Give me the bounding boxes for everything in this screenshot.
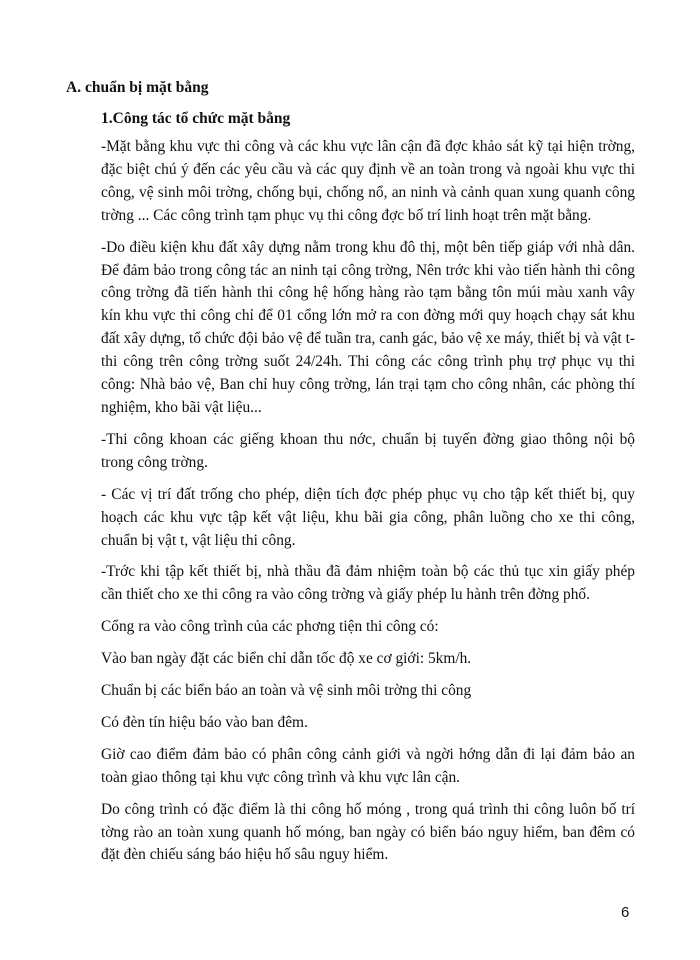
paragraph-site-survey: -Mặt bằng khu vực thi công và các khu vực lân cận đã đợc khảo sát kỹ tại hiện trờng, đặc biệt chú ý đến các yêu cầu và các quy định về an toàn trong và ngoài khu vực thi công, vệ sinh môi trờng, chống bụi, chống nổ, an ninh và cảnh quan xung quanh công trờng ... Các công trình tạm phục vụ thi công đợc bố trí linh hoạt trên mặt bằng. <box>101 138 635 224</box>
paragraph-wells-and-roads: -Thi công khoan các giếng khoan thu nớc, chuẩn bị tuyến đờng giao thông nội bộ trong công trờng. <box>101 430 635 471</box>
page-number: 6 <box>621 904 630 921</box>
paragraph-night-lights: Có đèn tín hiệu báo vào ban đêm. <box>101 713 308 731</box>
paragraph-safety-signs: Chuẩn bị các biển báo an toàn và vệ sinh môi trờng thi công <box>101 682 472 700</box>
section-heading: A. chuẩn bị mặt bằng <box>66 79 209 96</box>
paragraph-foundation-pit: Do công trình có đặc điểm là thi công hố móng , trong quá trình thi công luôn bố trí tờng rào an toàn xung quanh hố móng, ban ngày có biển báo nguy hiểm, ban đêm có đặt đèn chiếu sáng báo hiệu hố sâu nguy hiểm. <box>101 800 635 864</box>
paragraph-permits: -Trớc khi tập kết thiết bị, nhà thầu đã đảm nhiệm toàn bộ các thủ tục xin giấy phép cần thiết cho xe thi công ra vào công trờng và giấy phép lu hành trên đờng phố. <box>101 563 635 604</box>
paragraph-speed-signs: Vào ban ngày đặt các biển chỉ dẫn tốc độ xe cơ giới: 5km/h. <box>101 650 472 668</box>
paragraph-site-security: -Do điều kiện khu đất xây dựng nằm trong khu đô thị, một bên tiếp giáp với nhà dân. Để đảm bảo trong công tác an ninh tại công trờng, Nên trớc khi vào tiến hành thi công công trờng đã tiến hành thi công hệ hống hàng rào tạm bằng tôn múi màu xanh vây kín khu vực thi công chỉ để 01 cổng lớn mở ra con đờng mới quy hoạch chạy sát khu đất xây dựng, tổ chức đội bảo vệ để tuần tra, canh gác, bảo vệ xe máy, thiết bị và vật t thi công trên công trờng suốt 24/24h. Thi công các công trình phụ trợ phục vụ thi công: Nhà bảo vệ, Ban chỉ huy công trờng, lán trại tạm cho công nhân, các phòng thí nghiệm, kho bãi vật liệu... <box>101 238 635 416</box>
body-text <box>101 136 635 876</box>
paragraph-storage-areas: - Các vị trí đất trống cho phép, diện tích đợc phép phục vụ cho tập kết thiết bị, quy hoạch các khu vực tập kết vật liệu, khu bãi gia công, phân luồng cho xe thi công, chuẩn bị vật t, vật liệu thi công. <box>101 485 635 549</box>
paragraph-gate-intro: Cổng ra vào công trình của các phơng tiện thi công có: <box>101 618 439 636</box>
paragraph-peak-hours: Giờ cao điểm đảm bảo có phân công cảnh giới và ngời hớng dẫn đi lại đảm bảo an toàn giao thông tại khu vực công trình và khu vực lân cận. <box>101 745 635 786</box>
subsection-heading: 1.Công tác tổ chức mặt bằng <box>101 110 291 127</box>
